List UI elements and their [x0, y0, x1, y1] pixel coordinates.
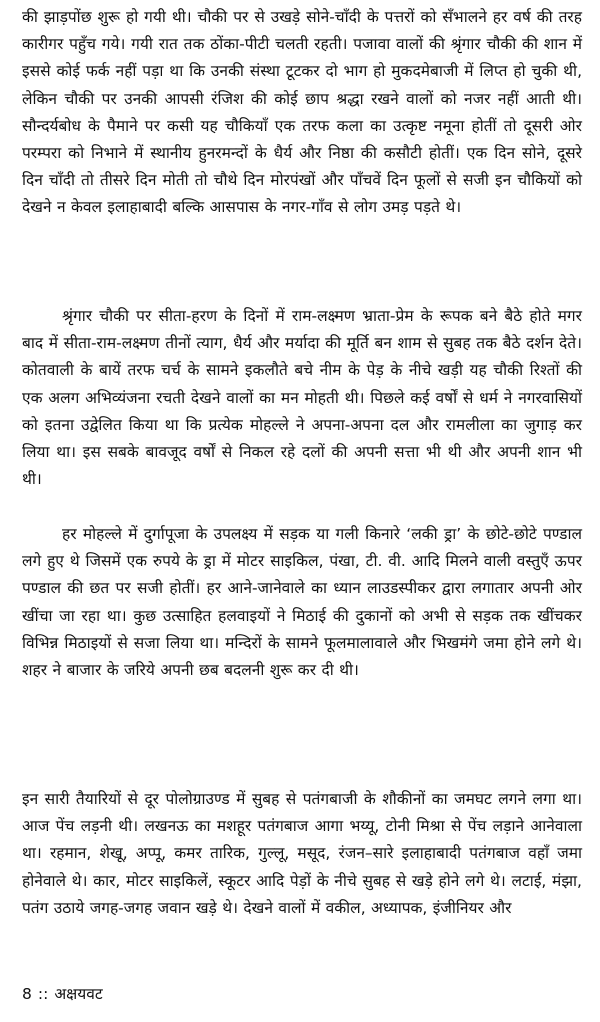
footer-separator: :: — [37, 985, 49, 1003]
paragraph-4: इन सारी तैयारियों से दूर पोलोग्राउण्ड में सुबह से पतंगबाजी के शौकीनों का जमघट लगने लगा था। आज पेंच लड़नी थी। लखनऊ का मशहूर पतंगबाज आगा भय्यू, टोनी मिश्रा से पेंच लड़ाने आनेवाला था। रहमान, शेखू, अप्पू, कमर तारिक, गुल्लू, मसूद, रंजन–सारे इलाहाबादी पतंगबाज वहाँ जमा होनेवाले थे। कार, मोटर साइकिलें, स्कूटर आदि पेड़ों के नीचे सुबह से खड़े होने लगे थे। लटाई, मंझा, पतंग उठाये जगह-जगह जवान खड़े थे। देखने वालों में वकील, अध्यापक, इंजीनियर और — [22, 790, 582, 917]
page-footer — [22, 984, 103, 1004]
paragraph-3: हर मोहल्ले में दुर्गापूजा के उपलक्ष्य में सड़क या गली किनारे ‘लकी ड्रा’ के छोटे-छोटे पण्डाल लगे हुए थे जिसमें एक रुपये के ड्रा में मोटर साइकिल, पंखा, टी. वी. आदि मिलने वाली वस्तुएँ ऊपर पण्डाल की छत पर सजी होतीं। हर आने-जानेवाले का ध्यान लाउडस्पीकर द्वारा लगातार अपनी ओर खींचा जा रहा था। कुछ उत्साहित हलवाइयों ने मिठाई की दुकानों को अभी से सड़क तक खींचकर विभिन्न मिठाइयों से सजा लिया था। मन्दिरों के सामने फूलमालावाले और भिखमंगे जमा होने लगे थे। शहर ने बाजार के जरिये अपनी छब बदलनी शुरू कर दी थी। — [22, 525, 582, 680]
book-title: अक्षयवट — [54, 985, 103, 1003]
paragraph-1: की झाड़पोंछ शुरू हो गयी थी। चौकी पर से उखड़े सोने-चाँदी के पत्तरों को सँभालने हर वर्ष की तरह कारीगर पहुँच गये। गयी रात तक ठोंका-पीटी चलती रहती। पजावा वालों की श्रृंगार चौकी की शान में इससे कोई फर्क नहीं पड़ा था कि उनकी संस्था टूटकर दो भाग हो मुकदमेबाजी में लिप्त हो चुकी थी, लेकिन चौकी पर उनकी आपसी रंजिश की कोई छाप श्रद्धा रखने वालों को नजर नहीं आती थी। सौन्दर्यबोध के पैमाने पर कसी यह चौकियाँ एक तरफ कला का उत्कृष्ट नमूना होतीं तो दूसरी ओर परम्परा को निभाने में स्थानीय हुनरमन्दों के धैर्य और निष्ठा की कसौटी होतीं। एक दिन सोने, दूसरे दिन चाँदी तो तीसरे दिन मोती तो चौथे दिन मोरपंखों और पाँचवें दिन फूलों से सजी इन चौकियों को देखने न केवल इलाहाबादी बल्कि आसपास के नगर-गाँव से लोग उमड़ पड़ते थे। — [22, 8, 582, 217]
page-number: 8 — [22, 985, 32, 1003]
paragraph-2: श्रृंगार चौकी पर सीता-हरण के दिनों में राम-लक्ष्मण भ्राता-प्रेम के रूपक बने बैठे होते मगर बाद में सीता-राम-लक्ष्मण तीनों त्याग, धैर्य और मर्यादा की मूर्ति बन शाम से सुबह तक बैठे दर्शन देते। कोतवाली के बायें तरफ चर्च के सामने इकलौते बचे नीम के पेड़ के नीचे खड़ी यह चौकी रिश्तों की एक अलग अभिव्यंजना रचती देखने वालों का मन मोहती थी। पिछले कई वर्षों से धर्म ने नगरवासियों को इतना उद्वेलित किया था कि प्रत्येक मोहल्ले ने अपना-अपना दल और रामलीला का जुगाड़ कर लिया था। इस सबके बावजूद वर्षों से निकल रहे दलों की अपनी सत्ता भी थी और अपनी शान भी थी। — [22, 307, 582, 489]
